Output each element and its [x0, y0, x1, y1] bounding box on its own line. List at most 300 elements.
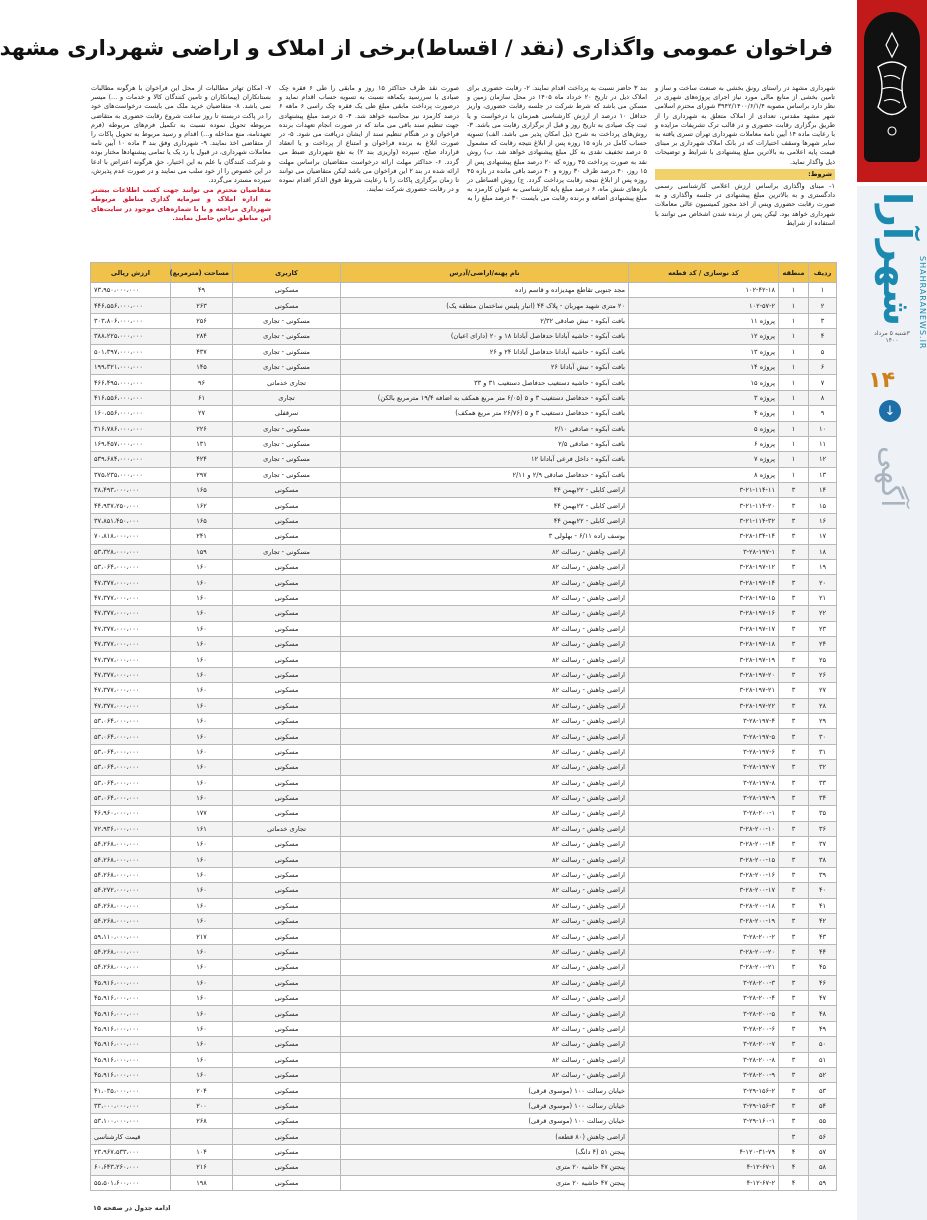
cell-area: ۲۱۶ [171, 1160, 233, 1175]
cell-code: ۳-۲۹-۱۶۰-۱ [629, 1114, 779, 1129]
table-row [91, 390, 837, 405]
cell-code: ۳-۲۸-۲۰۰-۱ [629, 806, 779, 821]
cell-district: ۳ [779, 698, 809, 713]
cell-area: ۱۶۰ [171, 883, 233, 898]
cell-row-number: ۵۹ [809, 1175, 837, 1190]
cell-usage: مسکونی [233, 513, 341, 528]
cell-area: ۲۶۳ [171, 298, 233, 313]
cell-area: ۲۵۶ [171, 313, 233, 328]
cell-code: ۳-۲۸-۲۰۰-۵ [629, 1006, 779, 1021]
cell-area: ۹۶ [171, 375, 233, 390]
cell-address: اراضی چاهش - رسالت ۸۲ [341, 790, 629, 805]
cell-area: ۱۶۵ [171, 513, 233, 528]
cell-district: ۱ [779, 406, 809, 421]
cell-usage: مسکونی [233, 498, 341, 513]
cell-usage: مسکونی [233, 621, 341, 636]
cell-district: ۳ [779, 1114, 809, 1129]
table-row [91, 329, 837, 344]
cell-row-number: ۹ [809, 406, 837, 421]
cell-row-number: ۱۹ [809, 560, 837, 575]
table-row [91, 652, 837, 667]
cell-code: ۳-۲۸-۲۰۰-۱۸ [629, 898, 779, 913]
cell-code: ۳-۲۸-۲۰۰-۱۴ [629, 837, 779, 852]
table-row [91, 467, 837, 482]
cell-value: ۳۱۶،۷۸۶،۰۰۰،۰۰۰ [91, 421, 171, 436]
table-row [91, 483, 837, 498]
cell-value: ۴۶،۹۶۰،۰۰۰،۰۰۰ [91, 806, 171, 821]
cell-value: ۴۵،۹۱۶،۰۰۰،۰۰۰ [91, 990, 171, 1005]
cell-code: ۳-۲۸-۱۹۷-۱۷ [629, 621, 779, 636]
cell-address: اراضی چاهش - رسالت ۸۲ [341, 898, 629, 913]
cell-code: ۳-۲۸-۱۹۷-۱۸ [629, 636, 779, 651]
cell-area: ۲۷ [171, 406, 233, 421]
cell-value: ۵۴،۲۶۸،۰۰۰،۰۰۰ [91, 914, 171, 929]
cell-address: اراضی چاهش - رسالت ۸۲ [341, 1037, 629, 1052]
cell-usage: مسکونی - تجاری [233, 544, 341, 559]
table-row [91, 852, 837, 867]
cell-row-number: ۱۲ [809, 452, 837, 467]
cell-address: اراضی چاهش - رسالت ۸۲ [341, 621, 629, 636]
cell-district: ۳ [779, 852, 809, 867]
cell-area: ۱۹۸ [171, 1175, 233, 1190]
cell-address: اراضی چاهش - رسالت ۸۲ [341, 914, 629, 929]
cell-value: ۴۷،۳۷۷،۰۰۰،۰۰۰ [91, 698, 171, 713]
table-row [91, 837, 837, 852]
cell-district: ۳ [779, 529, 809, 544]
cell-usage: مسکونی [233, 606, 341, 621]
cell-value: ۴۷،۳۷۷،۰۰۰،۰۰۰ [91, 652, 171, 667]
cell-area: ۱۶۰ [171, 1067, 233, 1082]
cell-row-number: ۴ [809, 329, 837, 344]
intro-paragraph: شهرداری مشهد در راستای رونق بخشی به صنعت ساخت و ساز و تامین بخشی از منابع مالی مورد نیاز اجرای پروژه‌های شهری در نظر دارد براساس مصوبه ۳۹۴۲/۱۴۰۰/۶/۱/۴ شورای محترم اسلامی شهر مشهد مقدس، تعدادی از املاک متعلق به شهرداری را از طریق برگزاری رقابت حضوری و در قالب ترک تشریفات مزایده و با رعایت ماده ۱۴ آیین نامه معاملات شهرداری تهران تسری یافته به سایر شهرها وسقف اختیارات که در بانک املاک شهرداری بر مبنای قیمت پایه اعلامی به بالاترین مبلغ پیشنهادی با شرایط و توضیحات ذیل واگذار نماید. [655, 84, 835, 166]
cell-usage: مسکونی [233, 852, 341, 867]
cell-area: ۱۶۰ [171, 1037, 233, 1052]
cell-district: ۳ [779, 760, 809, 775]
cell-district: ۳ [779, 498, 809, 513]
conditions-text-2: بند ۳ حاضر نسبت به پرداخت اقدام نمایند. ۲- رقابت حضوری برای املاک ذیل در تاریخ ۲۰ خرداد ماه ۱۴۰۵ در محل سازمان زمین و مسکن می باشد که شرط شرکت در جلسه رقابت حضوری، واریز حداقل ۱۰ درصد از ارزش کارشناسی همزمان با درخواست و یا ثبت چک صیادی به تاریخ روز و قبل از برگزاری رقابت می باشد. ۳- روش‌های پرداخت به شرح ذیل امکان پذیر می باشد. الف) تسویه حساب کامل در بازه ۱۵ روزه پس از ابلاغ نتیجه رقابت که مشمول ۵ درصد تخفیف نقدی به کل مبلغ پیشنهادی خواهد شد. ب) روش نقد به صورت پرداخت ۴۵ روزه که ۲۰ درصد مبلغ پیشنهادی پس از ۱۵ روز، ۴۰ درصد ظرف ۳۰ روزه و ۴۰ درصد باقی مانده در بازه ۴۵ روزه پس از ابلاغ نتیجه رقابت پرداخت گردد. ج) روش اقساطی در بازه‌های شش ماه، ۶ درصد مبلغ پایه کارشناسی به عنوان کارمزد به مبلغ پیشنهادی اضافه و برنده رقابت می بایست ۳۰ درصد مبلغ را به [467, 84, 648, 203]
conditions-text-3: صورت نقد ظرف حداکثر ۱۵ روز و مابقی را طی ۶ فقره چک صیادی با سررسید یکماهه نسبت به تسویه حساب اقدام نماید و درصورت پرداخت مابقی مبلغ طی یک فقره چک راسی ۶ ماهه ۶ درصد کارمزد نیز محاسبه خواهد شد. ۴- ۵ درصد مبلغ پیشنهادی جهت تنظیم سند باقی می ماند که در صورت انجام تعهدات برنده فراخوان و در هنگام تنظیم سند از ایشان دریافت می شود. ۵- در صورت ابلاغ به برنده فراخوان و امتناع از پرداخت و یا انعقاد قرارداد صلح، سپرده (واریزی بند ۲) به نفع شهرداری ضبط می گردد. ۶- حداکثر مهلت ارائه درخواست متقاضیان براساس مهلت ارائه شده در بند ۲ این فراخوان می باشد لیکن متقاضیان می توانند تا زمان برگزاری پاکات را با رعایت شروط فوق الذکر اقدام نموده و در رقابت حضوری شرکت نمایند. [279, 84, 460, 194]
table-row [91, 990, 837, 1005]
cell-value: ۳۸،۴۹۳،۰۰۰،۰۰۰ [91, 483, 171, 498]
cell-code: ۳-۲۹-۱۵۶-۲ [629, 1083, 779, 1098]
cell-district: ۴ [779, 1144, 809, 1159]
cell-code: ۳-۲۱-۱۱۴-۳۲ [629, 513, 779, 528]
cell-value: ۵۳،۰۶۴،۰۰۰،۰۰۰ [91, 729, 171, 744]
cell-value: ۵۴،۲۶۸،۰۰۰،۰۰۰ [91, 852, 171, 867]
cell-value: ۵۳،۰۶۴،۰۰۰،۰۰۰ [91, 760, 171, 775]
table-row [91, 960, 837, 975]
cell-district: ۱ [779, 375, 809, 390]
cell-value: ۳۸۸،۲۲۵،۰۰۰،۰۰۰ [91, 329, 171, 344]
cell-usage: مسکونی [233, 729, 341, 744]
cell-usage: مسکونی [233, 1083, 341, 1098]
cell-row-number: ۴۳ [809, 929, 837, 944]
cell-address: بافت آبکوه - حاشیه دستغیب حدفاصل دستغیب ۳۱ و ۳۳ [341, 375, 629, 390]
cell-row-number: ۳۹ [809, 867, 837, 882]
cell-value: ۴۷،۳۷۷،۰۰۰،۰۰۰ [91, 606, 171, 621]
cell-area: ۱۴۵ [171, 359, 233, 374]
cell-usage: مسکونی - تجاری [233, 329, 341, 344]
cell-usage: مسکونی [233, 560, 341, 575]
cell-district: ۳ [779, 621, 809, 636]
table-row [91, 1067, 837, 1082]
cell-area: ۱۵۹ [171, 544, 233, 559]
property-table [91, 262, 837, 1191]
intro-text [91, 84, 835, 260]
cell-address: اراضی چاهش - رسالت ۸۲ [341, 1067, 629, 1082]
cell-usage: مسکونی [233, 1160, 341, 1175]
cell-address: اراضی چاهش - رسالت ۸۲ [341, 713, 629, 728]
table-row [91, 513, 837, 528]
cell-code: ۳-۲۸-۱۹۷-۱۶ [629, 606, 779, 621]
cell-area: ۱۶۵ [171, 483, 233, 498]
cell-address: اراضی چاهش - رسالت ۸۲ [341, 944, 629, 959]
table-row [91, 1037, 837, 1052]
cell-row-number: ۸ [809, 390, 837, 405]
cell-district: ۳ [779, 929, 809, 944]
cell-code: ۳-۲۸-۲۰۰-۹ [629, 1067, 779, 1082]
cell-value: ۵۰۱،۳۹۷،۰۰۰،۰۰۰ [91, 344, 171, 359]
cell-area: ۲۶۸ [171, 1114, 233, 1129]
cell-address: اراضی چاهش - رسالت ۸۲ [341, 606, 629, 621]
cell-usage: مسکونی [233, 636, 341, 651]
cell-area: ۲۸۴ [171, 329, 233, 344]
cell-code: ۳-۲۸-۲۰۰-۸ [629, 1052, 779, 1067]
cell-value: ۴۴۶،۵۵۶،۰۰۰،۰۰۰ [91, 298, 171, 313]
cell-value: قیمت کارشناسی [91, 1129, 171, 1144]
table-row [91, 914, 837, 929]
cell-area: ۱۶۰ [171, 990, 233, 1005]
cell-value: ۴۵،۹۱۶،۰۰۰،۰۰۰ [91, 1052, 171, 1067]
cell-row-number: ۲۰ [809, 575, 837, 590]
cell-code: ۳-۲۸-۲۰۰-۶ [629, 1021, 779, 1036]
cell-usage: مسکونی [233, 1129, 341, 1144]
cell-value: ۴۷،۳۷۷،۰۰۰،۰۰۰ [91, 590, 171, 605]
cell-district: ۳ [779, 683, 809, 698]
cell-district: ۱ [779, 298, 809, 313]
cell-usage: مسکونی [233, 713, 341, 728]
table-row [91, 283, 837, 298]
cell-code: ۱۰۲-۴۲-۱۸ [629, 283, 779, 298]
cell-value: ۳۷۵،۲۳۵،۰۰۰،۰۰۰ [91, 467, 171, 482]
cell-usage: مسکونی [233, 1067, 341, 1082]
table-row [91, 421, 837, 436]
cell-usage: مسکونی [233, 914, 341, 929]
cell-code: ۴-۱۲-۶۷-۲ [629, 1175, 779, 1190]
cell-usage: مسکونی [233, 898, 341, 913]
cell-district: ۳ [779, 1067, 809, 1082]
table-header-row [91, 263, 837, 283]
cell-code: ۳-۲۸-۱۹۷-۲۰ [629, 667, 779, 682]
cell-code: پروژه ۴ [629, 406, 779, 421]
cell-value: ۴۵،۹۱۶،۰۰۰،۰۰۰ [91, 1037, 171, 1052]
table-row [91, 1114, 837, 1129]
intro-column-2 [467, 84, 647, 260]
cell-address: اراضی چاهش - رسالت ۸۲ [341, 560, 629, 575]
cell-code: ۳-۲۸-۱۹۷-۱۵ [629, 590, 779, 605]
cell-code: ۳-۲۸-۱۹۷-۴ [629, 713, 779, 728]
cell-area: ۱۷۷ [171, 806, 233, 821]
cell-row-number: ۳۴ [809, 790, 837, 805]
table-row [91, 1098, 837, 1113]
cell-address: اراضی چاهش - رسالت ۸۲ [341, 636, 629, 651]
table-row [91, 1083, 837, 1098]
table-row [91, 744, 837, 759]
cell-value: ۱۹۹،۳۲۱،۰۰۰،۰۰۰ [91, 359, 171, 374]
cell-area: ۱۶۰ [171, 744, 233, 759]
cell-area: ۱۶۰ [171, 621, 233, 636]
cell-value: ۳۰۳،۸۰۶،۰۰۰،۰۰۰ [91, 313, 171, 328]
cell-usage: مسکونی [233, 883, 341, 898]
table-row [91, 883, 837, 898]
cell-usage: مسکونی [233, 960, 341, 975]
table-row [91, 359, 837, 374]
cell-row-number: ۲۴ [809, 636, 837, 651]
cell-area: ۱۶۰ [171, 698, 233, 713]
cell-area: ۱۶۰ [171, 590, 233, 605]
cell-district: ۳ [779, 790, 809, 805]
cell-row-number: ۲۳ [809, 621, 837, 636]
cell-row-number: ۲۲ [809, 606, 837, 621]
cell-district: ۳ [779, 1083, 809, 1098]
cell-area: ۱۶۰ [171, 1021, 233, 1036]
header-address: نام پهنه/اراضی/آدرس [341, 263, 629, 283]
cell-area: ۱۶۰ [171, 652, 233, 667]
cell-district: ۳ [779, 775, 809, 790]
cell-usage: مسکونی [233, 298, 341, 313]
cell-code: ۳-۲۸-۱۹۷-۲۱ [629, 683, 779, 698]
cell-address: بافت آبکوه - حاشیه آبادانا حدفاصل آبادانا ۲۴ و ۲۶ [341, 344, 629, 359]
cell-area: ۴۲۴ [171, 452, 233, 467]
table-row [91, 944, 837, 959]
cell-code: ۳-۲۸-۲۰۰-۱۰ [629, 821, 779, 836]
cell-row-number: ۳۷ [809, 837, 837, 852]
cell-code: ۳-۲۱-۱۱۴-۱۱ [629, 483, 779, 498]
cell-usage: مسکونی [233, 529, 341, 544]
cell-area: ۱۶۰ [171, 975, 233, 990]
cell-address: بافت آبکوه - حاشیه آبادانا حدفاصل آبادانا ۱۸ و ۲۰ (دارای اعیان) [341, 329, 629, 344]
cell-row-number: ۳ [809, 313, 837, 328]
cell-area: ۱۶۰ [171, 775, 233, 790]
cell-usage: مسکونی - تجاری [233, 344, 341, 359]
cell-code: ۳-۲۸-۲۰۰-۲۰ [629, 944, 779, 959]
cell-row-number: ۳۳ [809, 775, 837, 790]
table-row [91, 975, 837, 990]
cell-address: خیابان رسالت ۱۰۰ (موسوی قرقی) [341, 1083, 629, 1098]
table-row [91, 575, 837, 590]
cell-area: ۴۳۷ [171, 344, 233, 359]
cell-area: ۱۶۰ [171, 914, 233, 929]
cell-address: اراضی کابلی - ۲۲بهمن ۴۴ [341, 513, 629, 528]
cell-code: ۳-۲۸-۲۰۰-۴ [629, 990, 779, 1005]
cell-address: خیابان رسالت ۱۰۰ (موسوی قرقی) [341, 1114, 629, 1129]
cell-district: ۳ [779, 914, 809, 929]
cell-code: ۳-۲۸-۲۰۰-۱۶ [629, 867, 779, 882]
cell-address: پنجتن ۴۷ حاشیه ۲۰ متری [341, 1175, 629, 1190]
cell-value: ۷۰،۸۱۸،۰۰۰،۰۰۰ [91, 529, 171, 544]
cell-row-number: ۱۶ [809, 513, 837, 528]
cell-code: ۳-۲۸-۲۰۰-۱۵ [629, 852, 779, 867]
cell-district: ۴ [779, 1160, 809, 1175]
cell-value: ۶۰،۶۴۳،۲۶۰،۰۰۰ [91, 1160, 171, 1175]
cell-area: ۱۶۰ [171, 713, 233, 728]
cell-address: خیابان رسالت ۱۰۰ (موسوی قرقی) [341, 1098, 629, 1113]
cell-address: اراضی چاهش - رسالت ۸۲ [341, 1052, 629, 1067]
cell-district: ۳ [779, 975, 809, 990]
cell-row-number: ۴۰ [809, 883, 837, 898]
cell-usage: مسکونی [233, 806, 341, 821]
cell-code: پروژه ۱۳ [629, 344, 779, 359]
table-row [91, 313, 837, 328]
cell-area: ۱۶۰ [171, 944, 233, 959]
cell-address: اراضی چاهش - رسالت ۸۲ [341, 1006, 629, 1021]
condition-1: ۱- مبنای واگذاری براساس ارزش اعلامی کارشناسی رسمی دادگستری و به بالاترین مبلغ پیشنهادی در جلسه واگذاری و به صورت رقابت حضوری ویس از اخذ مجوز کمیسیون عالی معاملات شهرداری خواهد بود. لیکن پس از برنده شدن اشخاص می توانند با استفاده از شرایط [655, 182, 835, 227]
cell-code: پروژه ۱۲ [629, 329, 779, 344]
cell-code: پروژه ۵ [629, 421, 779, 436]
table-row [91, 544, 837, 559]
cell-address: اراضی چاهش - رسالت ۸۲ [341, 852, 629, 867]
cell-code: ۳-۲۸-۱۹۷-۱۹ [629, 652, 779, 667]
cell-row-number: ۱۷ [809, 529, 837, 544]
cell-usage: مسکونی [233, 1021, 341, 1036]
cell-code: ۳-۲۸-۱۹۷-۱ [629, 544, 779, 559]
cell-address: اراضی چاهش - رسالت ۸۲ [341, 544, 629, 559]
table-row [91, 683, 837, 698]
cell-district: ۳ [779, 590, 809, 605]
cell-row-number: ۱۳ [809, 467, 837, 482]
cell-usage: مسکونی [233, 867, 341, 882]
cell-code: ۳-۲۸-۱۹۷-۱۴ [629, 575, 779, 590]
table-row [91, 821, 837, 836]
cell-code: ۳-۲۸-۱۹۷-۷ [629, 760, 779, 775]
table-row [91, 806, 837, 821]
intro-column-4 [91, 84, 271, 260]
cell-area: ۱۳۱ [171, 436, 233, 451]
newspaper-logo: شهرآرا [875, 191, 919, 326]
table-row [91, 760, 837, 775]
cell-area: ۱۶۰ [171, 606, 233, 621]
table-row [91, 1052, 837, 1067]
table-row [91, 867, 837, 882]
cell-value: ۵۳،۳۲۸،۰۰۰،۰۰۰ [91, 544, 171, 559]
cell-district: ۳ [779, 806, 809, 821]
cell-row-number: ۳۸ [809, 852, 837, 867]
cell-value: ۵۴،۲۶۸،۰۰۰،۰۰۰ [91, 867, 171, 882]
cell-code: ۳-۲۸-۲۰۰-۳ [629, 975, 779, 990]
cell-usage: مسکونی [233, 790, 341, 805]
calligraphy-emblem-icon [864, 12, 920, 162]
cell-row-number: ۴۷ [809, 990, 837, 1005]
continued-note: ادامه جدول در صفحه ۱۵ [93, 1204, 171, 1212]
table-row [91, 1021, 837, 1036]
cell-code: پروژه ۱۴ [629, 359, 779, 374]
cell-area: ۲۲۶ [171, 421, 233, 436]
cell-usage: مسکونی [233, 944, 341, 959]
cell-row-number: ۱۸ [809, 544, 837, 559]
cell-row-number: ۲ [809, 298, 837, 313]
cell-value: ۵۴،۲۶۸،۰۰۰،۰۰۰ [91, 960, 171, 975]
table-row [91, 298, 837, 313]
cell-district: ۳ [779, 729, 809, 744]
table-row [91, 729, 837, 744]
table-row [91, 898, 837, 913]
cell-value: ۵۳،۰۶۴،۰۰۰،۰۰۰ [91, 560, 171, 575]
cell-district: ۳ [779, 1037, 809, 1052]
cell-district: ۱ [779, 359, 809, 374]
cell-value: ۴۵،۹۱۶،۰۰۰،۰۰۰ [91, 975, 171, 990]
issue-date: ۳شنبه ۵ مرداد ۱۴۰۰ [874, 330, 910, 344]
cell-row-number: ۵ [809, 344, 837, 359]
cell-address: اراضی چاهش - رسالت ۸۲ [341, 867, 629, 882]
header-code: کد نوسازی / کد قطعه [629, 263, 779, 283]
cell-area: ۲۹۷ [171, 467, 233, 482]
table-row [91, 713, 837, 728]
cell-code: ۴-۱۲-۶۷-۱ [629, 1160, 779, 1175]
cell-value: ۵۳،۱۰۰،۰۰۰،۰۰۰ [91, 1114, 171, 1129]
cell-district: ۳ [779, 575, 809, 590]
cell-usage: مسکونی [233, 667, 341, 682]
cell-usage: مسکونی - تجاری [233, 359, 341, 374]
property-table-grid [90, 262, 837, 1191]
cell-value: ۴۱۶،۵۵۶،۰۰۰،۰۰۰ [91, 390, 171, 405]
cell-address: اراضی چاهش - رسالت ۸۲ [341, 683, 629, 698]
cell-district: ۳ [779, 1006, 809, 1021]
cell-row-number: ۶ [809, 359, 837, 374]
cell-code: ۳-۲۸-۱۳۴-۱۴ [629, 529, 779, 544]
cell-value: ۴۷،۳۷۷،۰۰۰،۰۰۰ [91, 636, 171, 651]
cell-district: ۳ [779, 883, 809, 898]
cell-area: ۱۶۰ [171, 667, 233, 682]
cell-row-number: ۵۴ [809, 1098, 837, 1113]
page-title: فراخوان عمومی واگذاری (نقد / اقساط)برخی از املاک و اراضی شهرداری مشهد [0, 36, 833, 60]
table-row [91, 790, 837, 805]
cell-value: ۵۳،۰۶۴،۰۰۰،۰۰۰ [91, 713, 171, 728]
cell-value: ۵۳،۰۶۴،۰۰۰،۰۰۰ [91, 790, 171, 805]
cell-usage: مسکونی [233, 283, 341, 298]
cell-usage: مسکونی [233, 1006, 341, 1021]
cell-address: اراضی چاهش - رسالت ۸۲ [341, 652, 629, 667]
cell-usage: مسکونی [233, 698, 341, 713]
cell-row-number: ۲۵ [809, 652, 837, 667]
cell-value: ۵۳،۰۶۴،۰۰۰،۰۰۰ [91, 744, 171, 759]
cell-usage: مسکونی [233, 990, 341, 1005]
cell-district: ۱ [779, 452, 809, 467]
header-area: مساحت (مترمربع) [171, 263, 233, 283]
cell-usage: سرقفلی [233, 406, 341, 421]
cell-area: ۱۶۰ [171, 575, 233, 590]
cell-code: پروژه ۷ [629, 452, 779, 467]
cell-row-number: ۴۶ [809, 975, 837, 990]
cell-value: ۷۲،۹۳۶،۰۰۰،۰۰۰ [91, 821, 171, 836]
cell-value: ۳۳،۰۰۰،۰۰۰،۰۰۰ [91, 1098, 171, 1113]
intro-column-1 [655, 84, 835, 260]
cell-value: ۴۵،۹۱۶،۰۰۰،۰۰۰ [91, 1067, 171, 1082]
cell-usage: مسکونی [233, 683, 341, 698]
cell-usage: مسکونی [233, 1175, 341, 1190]
cell-row-number: ۴۱ [809, 898, 837, 913]
cell-code: پروژه ۶ [629, 436, 779, 451]
cell-value: ۴۷،۳۷۷،۰۰۰،۰۰۰ [91, 667, 171, 682]
cell-address: بافت آبکوه - صادقی ۲/۱۰ [341, 421, 629, 436]
cell-address: بافت آبکوه - حدفاصل دستغیب ۳ و ۵ (۲۶/۷۶ متر مربع همکف) [341, 406, 629, 421]
cell-code: ۳-۲۸-۲۰۰-۷ [629, 1037, 779, 1052]
table-row [91, 1144, 837, 1159]
mourning-banner [857, 0, 927, 182]
cell-district: ۱ [779, 390, 809, 405]
right-sidebar [857, 0, 927, 1220]
cell-code: ۳-۲۸-۱۹۷-۸ [629, 775, 779, 790]
cell-value: ۴۱،۰۳۵،۰۰۰،۰۰۰ [91, 1083, 171, 1098]
